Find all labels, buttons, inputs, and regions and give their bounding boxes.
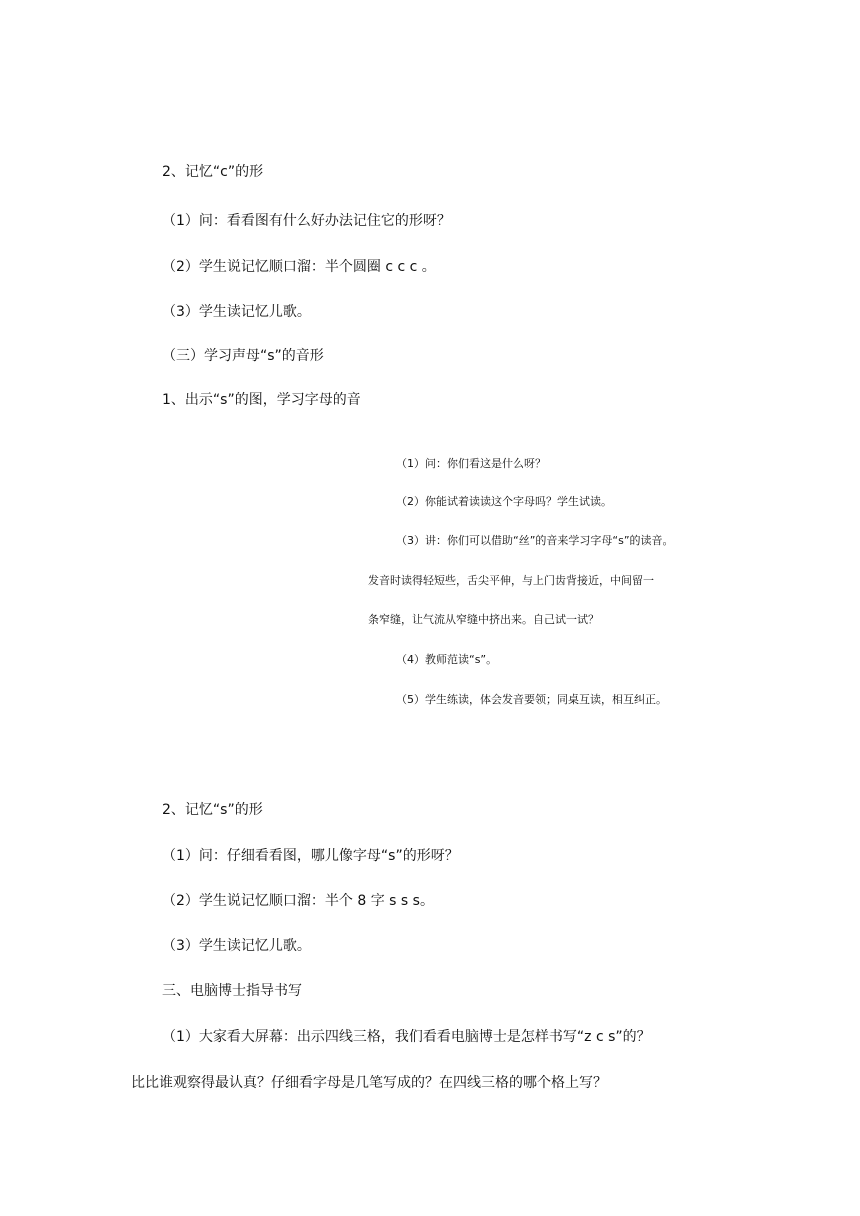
image-line-4: 发音时读得轻短些，舌尖平伸，与上门齿背接近，中间留一 <box>368 574 654 587</box>
paragraph-c-song: （3）学生读记忆儿歌。 <box>162 304 311 320</box>
paragraph-writing-instruction: （1）大家看大屏幕：出示四线三格，我们看看电脑博士是怎样书写“z c s”的？ <box>162 1029 651 1045</box>
paragraph-c-question: （1）问：看看图有什么好办法记住它的形呀？ <box>162 213 451 229</box>
paragraph-s-rhyme: （2）学生说记忆顺口溜：半个 8 字 s s s。 <box>162 893 434 909</box>
image-line-6: （4）教师范读“s”。 <box>396 653 498 666</box>
section-heading-s: （三）学习声母“s”的音形 <box>162 348 324 364</box>
heading-remember-s-shape: 2、记忆“s”的形 <box>162 802 263 818</box>
paragraph-s-song: （3）学生读记忆儿歌。 <box>162 938 311 954</box>
section-heading-writing: 三、电脑博士指导书写 <box>162 983 302 999</box>
image-line-2: （2）你能试着读读这个字母吗？学生试读。 <box>396 495 612 508</box>
heading-show-s-picture: 1、出示“s”的图，学习字母的音 <box>162 392 361 408</box>
image-line-7: （5）学生练读，体会发音要领；同桌互读，相互纠正。 <box>396 693 667 706</box>
paragraph-c-rhyme: （2）学生说记忆顺口溜：半个圆圈 c c c 。 <box>162 259 436 275</box>
image-line-3: （3）讲：你们可以借助“丝”的音来学习字母“s”的读音。 <box>396 534 674 547</box>
image-line-5: 条窄缝，让气流从窄缝中挤出来。自己试一试？ <box>368 613 599 626</box>
heading-remember-c-shape: 2、记忆“c”的形 <box>162 164 264 180</box>
image-line-1: （1）问：你们看这是什么呀？ <box>396 457 546 470</box>
paragraph-writing-observe: 比比谁观察得最认真？仔细看字母是几笔写成的？在四线三格的哪个格上写？ <box>131 1075 607 1091</box>
paragraph-s-question: （1）问：仔细看看图，哪儿像字母“s”的形呀？ <box>162 848 459 864</box>
